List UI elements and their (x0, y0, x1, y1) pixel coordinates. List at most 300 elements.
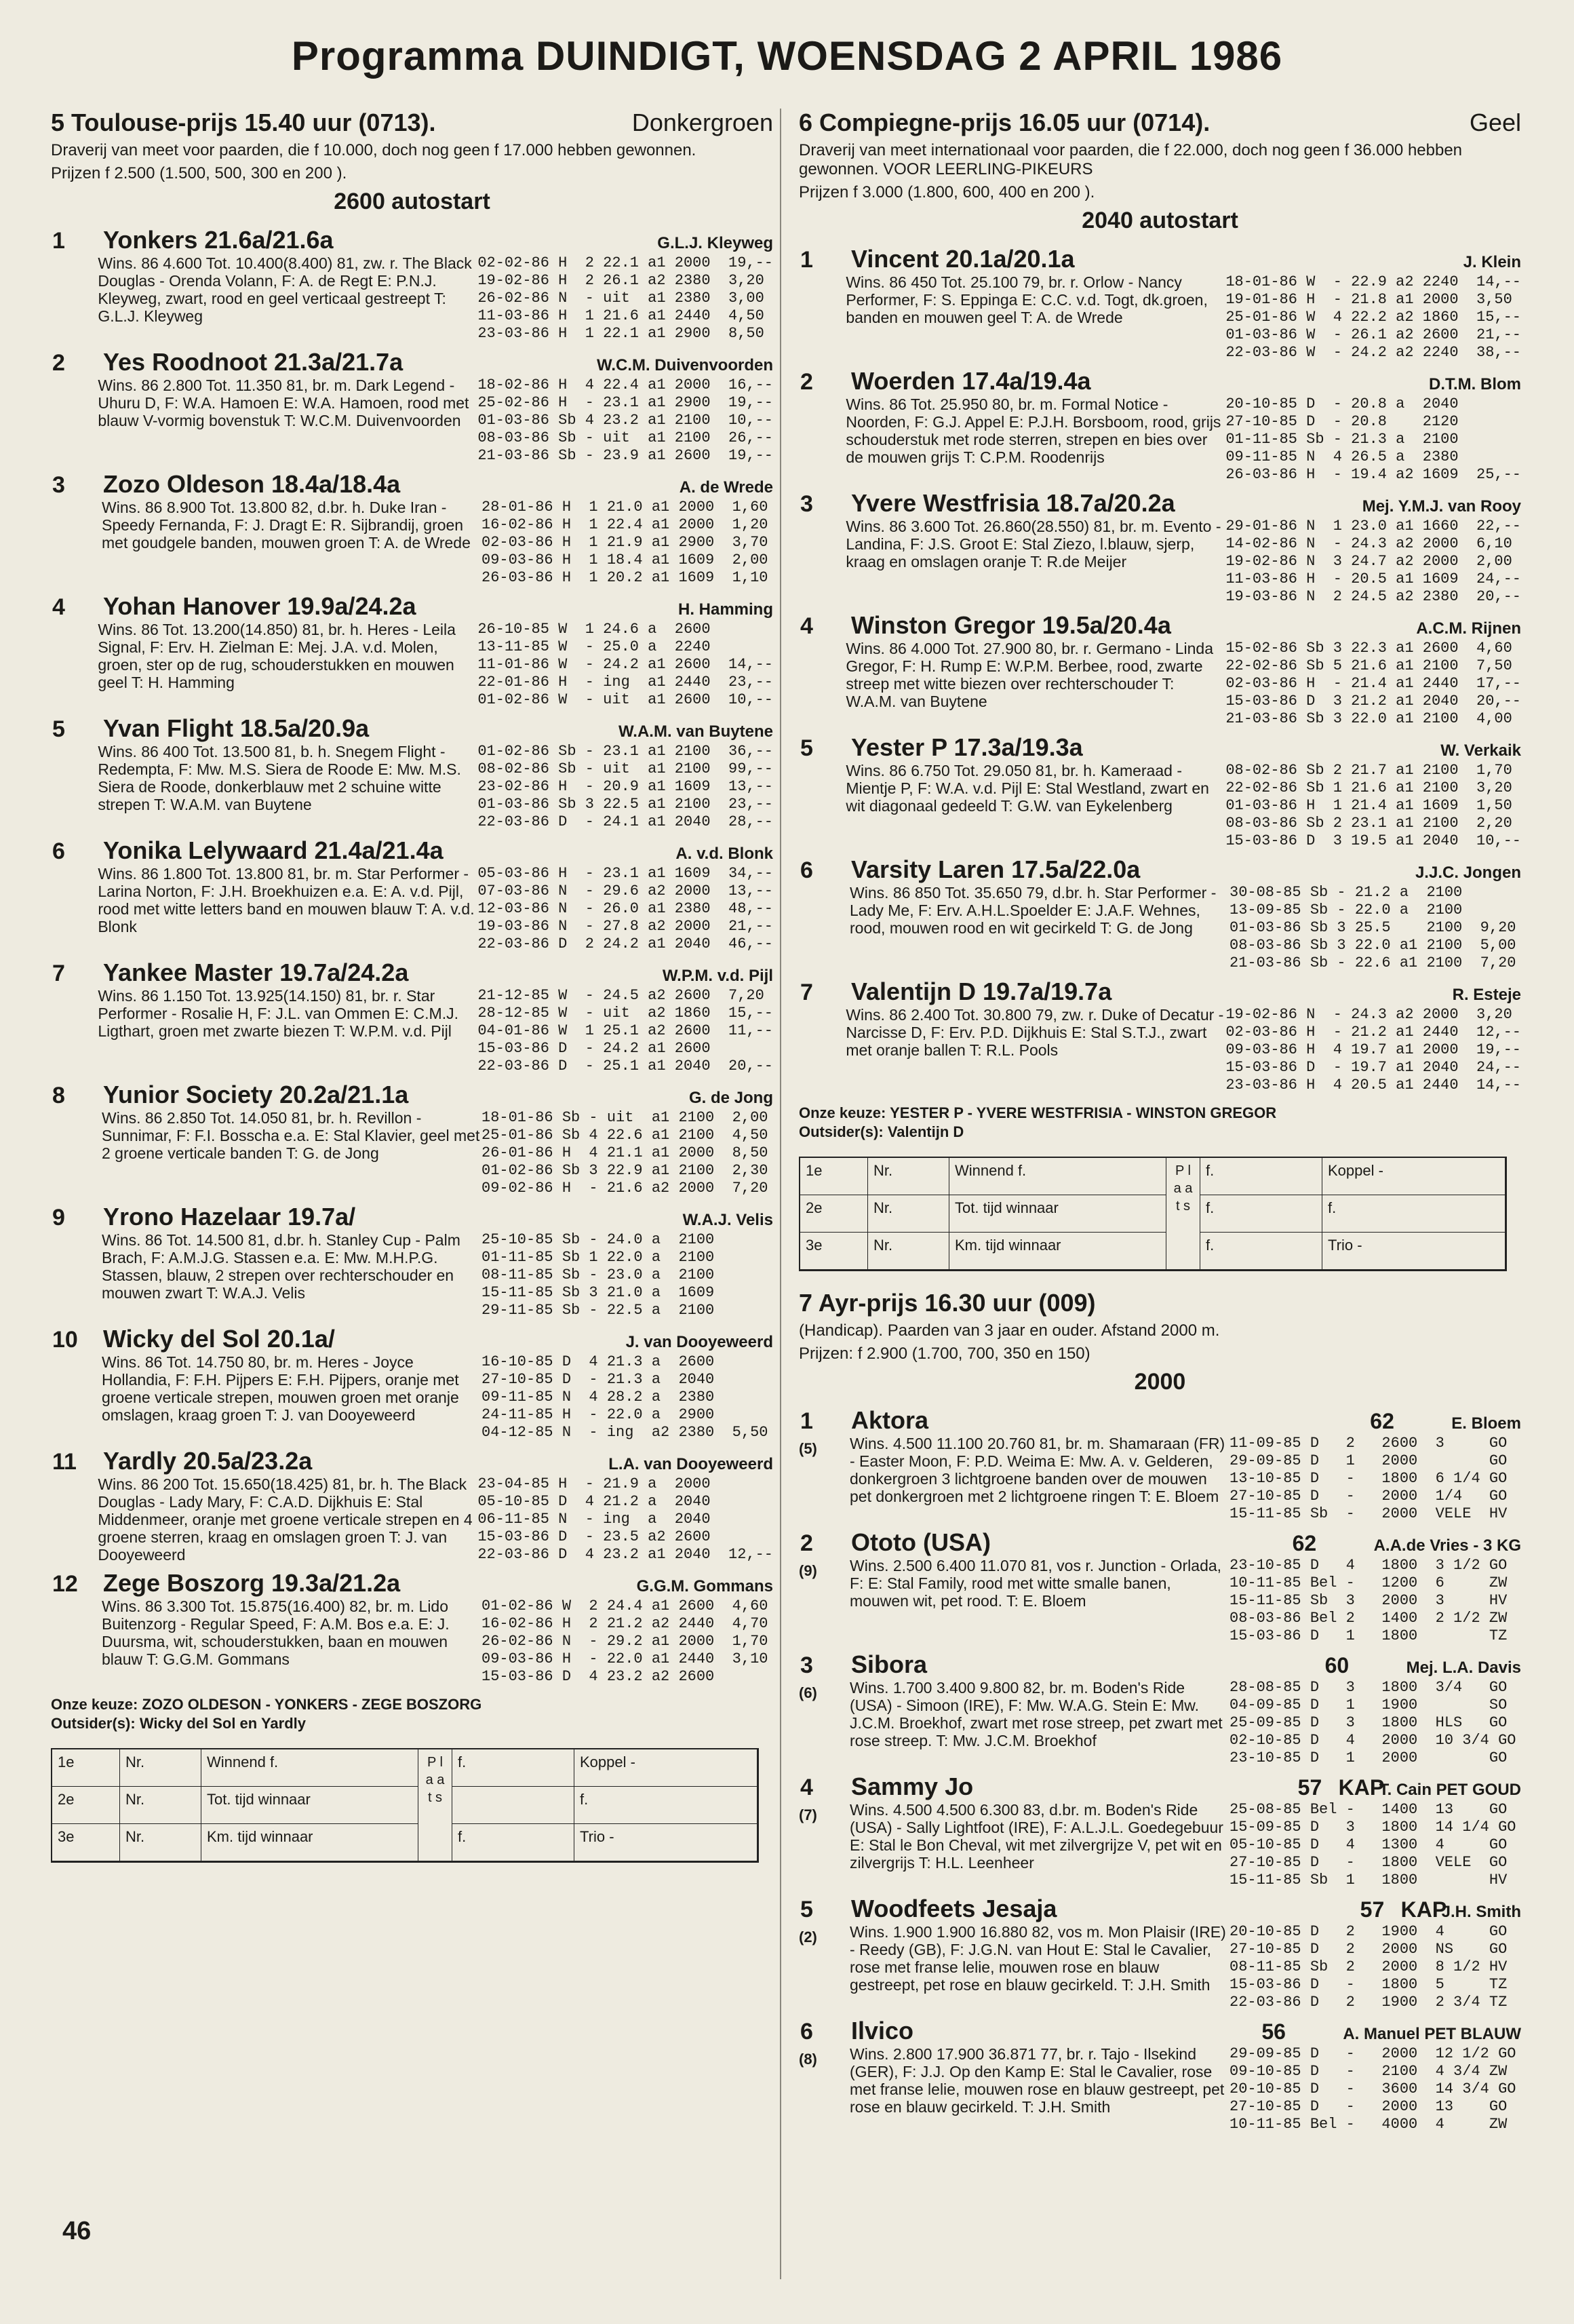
entry-number: 3 (800, 1652, 813, 1678)
result-line: 22-03-86 D 2 1900 2 3/4 TZ (1229, 1994, 1508, 2011)
entry-header (51, 958, 773, 987)
race-entry (51, 1569, 773, 1686)
entry-body (799, 2045, 1521, 2133)
horse-name: Sammy Jo (851, 1773, 974, 1800)
form-results (1229, 1679, 1521, 1767)
entry-list (51, 226, 773, 1686)
race-entry (51, 1447, 773, 1564)
entry-header (799, 1773, 1521, 1801)
result-line: 09-02-86 H - 21.6 a2 2000 7,20 (481, 1180, 768, 1197)
form-results (1225, 395, 1521, 484)
result-line: 01-11-85 Sb 1 22.0 a 2100 (481, 1249, 715, 1266)
result-line: 10-11-85 Bel - 1200 6 ZW (1229, 1574, 1508, 1591)
koppel-dash: - (630, 1754, 635, 1770)
entry-body (51, 865, 773, 953)
driver-name: A. v.d. Blonk (675, 845, 773, 863)
result-line: 01-11-85 Sb - 21.3 a 2100 (1225, 431, 1459, 448)
driver-name: J. Klein (1463, 253, 1521, 271)
entry-header (799, 1528, 1521, 1557)
entry-header (799, 855, 1521, 884)
trio-field[interactable] (574, 1824, 758, 1861)
entry-post (51, 254, 98, 343)
plaats-field[interactable]: f. (452, 1824, 574, 1861)
result-line: 16-10-85 D 4 21.3 a 2600 (481, 1353, 715, 1370)
trio-dash: - (609, 1828, 614, 1845)
horse-weight: 60 (1324, 1653, 1350, 1678)
result-line: 02-03-86 H - 21.4 a1 2440 17,-- (1225, 675, 1521, 692)
entry-header (799, 1406, 1521, 1435)
outsiders-label: Outsider(s): (799, 1123, 884, 1140)
race-7 (799, 1289, 1521, 2133)
entry-number: 5 (52, 716, 65, 742)
result-line: 08-03-86 Sb 3 22.0 a1 2100 5,00 (1229, 937, 1516, 954)
entry-body (51, 1109, 773, 1197)
entry-info: Wins. 86 2.800 Tot. 11.350 81, br. m. Dark Legend - Uhuru D, F: W.A. Hamoen E: W.A. Hamoen, rood met blauw V-vormig bovenstuk T: W.C.M. Duivenvoorden (98, 376, 469, 429)
entry-info: Wins. 86 3.300 Tot. 15.875(16.400) 82, br. m. Lido Buitenzorg - Regular Speed, F: A.M. Bos e.a. E: J. Duursma, wit, schouderstukken, baan en mouwen blauw T: G.G.M. Gommans (102, 1597, 450, 1668)
nr-field[interactable]: Nr. (120, 1787, 201, 1824)
result-line: 19-01-86 H - 21.8 a1 2000 3,50 (1225, 291, 1512, 308)
result-line: 18-02-86 H 4 22.4 a1 2000 16,-- (477, 376, 773, 393)
entry-info: Wins. 86 400 Tot. 13.500 81, b. h. Snegem Flight - Redempta, F: Mw. M.S. Siera de Roode E: Mw. M.S. Siera de Roode, donkerblauw met 2 schuine witte strepen T: W.A.M. van Buytene (98, 743, 461, 813)
form-results (477, 987, 773, 1075)
result-line: 01-02-86 Sb 3 22.9 a1 2100 2,30 (481, 1162, 768, 1179)
entry-body (51, 743, 773, 831)
horse-name: Ilvico (851, 2017, 914, 2045)
result-line: 05-10-85 D 4 1300 4 GO (1229, 1836, 1508, 1853)
driver-name: H. Hamming (677, 600, 773, 619)
koppel-label: Koppel (580, 1754, 627, 1770)
race-distance: 2000 (1134, 1369, 1186, 1395)
entry-info: Wins. 86 Tot. 14.750 80, br. m. Heres - Joyce Hollandia, F: F.H. Pijpers E: F.H. Pijpers, oranje met groene verticale strepen, mouwen groen met oranje omslagen, kraag groen T: J. van Dooyeweerd (102, 1353, 459, 1424)
result-line: 26-02-86 N - uit a1 2380 3,00 (477, 290, 764, 307)
result-line: 21-03-86 Sb 3 22.0 a1 2100 4,00 (1225, 710, 1512, 727)
entry-details (98, 865, 773, 953)
race-entry (799, 2017, 1521, 2133)
result-line: 15-03-86 D - 19.7 a1 2040 24,-- (1225, 1059, 1521, 1076)
result-line: 02-02-86 H 2 22.1 a1 2000 19,-- (477, 254, 773, 271)
entry-info: Wins. 86 1.800 Tot. 13.800 81, br. m. Star Performer - Larina Norton, F: J.H. Broekhuizen e.a. E: A. v.d. Pijl, rood met witte letters band en mouwen blauw T: A. v.d. Blonk (98, 865, 475, 935)
entry-number: 4 (800, 1775, 813, 1800)
koppel-field[interactable] (1322, 1158, 1506, 1195)
result-line: 22-03-86 D - 25.1 a1 2040 20,-- (477, 1058, 773, 1074)
entry-header (799, 733, 1521, 762)
entry-info: Wins. 4.500 11.100 20.760 81, br. m. Shamaraan (FR) - Easter Moon, F: P.D. Weima E: Mw. A. v. Gelderen, donkergroen 3 lichtgroene banden over de mouwen pet donkergroen met 2 lichtgroene ringen T: E. Bloem (850, 1435, 1225, 1505)
race-entry (799, 611, 1521, 728)
entry-details (850, 1435, 1521, 1523)
rank-label: 3e (800, 1233, 868, 1270)
form-results (481, 499, 773, 587)
result-line: 02-03-86 H 1 21.9 a1 2900 3,70 (481, 534, 768, 551)
result-line: 19-03-86 N 2 24.5 a2 2380 20,-- (1225, 588, 1521, 605)
nr-field[interactable]: Nr. (868, 1195, 949, 1233)
result-line: 25-02-86 H - 23.1 a1 2900 19,-- (477, 394, 773, 411)
result-line: 15-09-85 D 3 1800 14 1/4 GO (1229, 1819, 1516, 1836)
horse-weight: 62 (1292, 1531, 1317, 1555)
form-results (477, 865, 773, 953)
driver-name: A.C.M. Rijnen (1416, 619, 1521, 638)
result-line: 15-11-85 Sb 3 21.0 a 1609 (481, 1284, 715, 1301)
prediction-form (799, 1157, 1507, 1271)
plaats-label: P l a a t s (1166, 1158, 1200, 1270)
entry-details (102, 499, 773, 587)
kmtijd-field[interactable]: Km. tijd winnaar (201, 1824, 418, 1861)
horse-weight: 57 (1297, 1775, 1322, 1800)
race-description: (Handicap). Paarden van 3 jaar en ouder. Afstand 2000 m. (799, 1321, 1220, 1340)
entry-details (98, 376, 773, 465)
result-line: 21-03-86 Sb - 22.6 a1 2100 7,20 (1229, 954, 1516, 971)
form-results (481, 1109, 773, 1197)
result-line: 01-03-86 Sb 3 22.5 a1 2100 23,-- (477, 796, 773, 813)
entry-details (102, 1231, 773, 1319)
driver-name: G.G.M. Gommans (636, 1577, 773, 1595)
koppel-field[interactable] (574, 1749, 758, 1787)
result-line: 19-02-86 N - 24.3 a2 2000 3,20 (1225, 1006, 1512, 1023)
result-line: 01-02-86 Sb - 23.1 a1 2100 36,-- (477, 743, 773, 760)
form-results (477, 376, 773, 465)
entry-header (799, 245, 1521, 273)
winnend-field[interactable]: Winnend f. (201, 1749, 418, 1787)
form-results (1225, 273, 1521, 362)
form-results (481, 1231, 773, 1319)
entry-number: 1 (800, 1408, 813, 1434)
rank-label: 2e (52, 1787, 120, 1824)
result-line: 11-01-86 W - 24.2 a1 2600 14,-- (477, 656, 773, 673)
result-line: 12-03-86 N - 26.0 a1 2380 48,-- (477, 900, 773, 917)
form-results (477, 254, 773, 343)
result-line: 22-03-86 W - 24.2 a2 2240 38,-- (1225, 344, 1521, 361)
race-6-7-column (799, 102, 1521, 2133)
entry-number: 10 (52, 1327, 78, 1353)
entry-post (799, 640, 846, 728)
form-results (477, 743, 773, 831)
race-entry (799, 367, 1521, 484)
plaats-field[interactable]: f. (1200, 1195, 1322, 1233)
entry-post (799, 762, 846, 850)
winnend-field[interactable]: Winnend f. (949, 1158, 1166, 1195)
result-line: 25-08-85 Bel - 1400 13 GO (1229, 1801, 1508, 1818)
plaats-field[interactable]: f. (452, 1749, 574, 1787)
entry-body (799, 1435, 1521, 1523)
entry-info: Wins. 86 200 Tot. 15.650(18.425) 81, br. h. The Black Douglas - Lady Mary, F: C.A.D. Dijkhuis E: Stal Middenmeer, oranje met groene verticale strepen en 4 groene sterren, kraag en omslagen groen T: J. van Dooyeweerd (98, 1475, 473, 1564)
result-line: 13-10-85 D - 1800 6 1/4 GO (1229, 1470, 1508, 1487)
entry-info: Wins. 1.900 1.900 16.880 82, vos m. Mon Plaisir (IRE) - Reedy (GB), F: J.G.N. van Hout E: Stal le Cavalier, rose met franse lelie, mouwen rose en blauw gestreept, pet rose en blauw gecirkeld. T: J.H. Smith (850, 1923, 1226, 1994)
entry-info: Wins. 4.500 4.500 6.300 83, d.br. m. Boden's Ride (USA) - Sally Lightfoot (IRE), F: A.L.J.L. Goedegebuur E: Stal le Bon Cheval, wit met zilvergrijze V, pet wit en zilvergrijs T: H.L. Leenheer (850, 1801, 1223, 1872)
driver-name: Mej. L.A. Davis (1406, 1659, 1521, 1677)
result-line: 23-04-85 H - 21.9 a 2000 (477, 1475, 711, 1492)
entry-body (51, 987, 773, 1075)
entry-number: 12 (52, 1571, 78, 1597)
our-choice-label: Onze keuze: (799, 1104, 886, 1121)
entry-post: (2) (799, 1929, 817, 1945)
race-title: 5 Toulouse-prijs 15.40 uur (0713). (51, 109, 436, 136)
nr-field[interactable]: Nr. (120, 1824, 201, 1861)
result-line: 13-09-85 Sb - 22.0 a 2100 (1229, 902, 1463, 918)
plaats-field[interactable]: f. (1200, 1233, 1322, 1270)
tottijd-field[interactable]: Tot. tijd winnaar (201, 1787, 418, 1824)
result-line: 19-03-86 N - 27.8 a2 2000 21,-- (477, 918, 773, 935)
entry-header (799, 367, 1521, 395)
race-entry (799, 1895, 1521, 2011)
entry-body (799, 640, 1521, 728)
result-line: 20-10-85 D 2 1900 4 GO (1229, 1923, 1508, 1940)
driver-name: R. Esteje (1452, 986, 1521, 1004)
plaats-field[interactable]: f. (1200, 1158, 1322, 1195)
result-line: 29-09-85 D 1 2000 GO (1229, 1452, 1508, 1469)
entry-number: 7 (52, 961, 65, 986)
entry-body (51, 254, 773, 343)
our-choice-value: ZOZO OLDESON - YONKERS - ZEGE BOSZORG (142, 1696, 482, 1713)
form-results (481, 1597, 773, 1686)
driver-name: W.P.M. v.d. Pijl (662, 967, 773, 985)
entry-post: (8) (799, 2051, 817, 2068)
race-entry (51, 1325, 773, 1441)
page-title: Programma DUINDIGT, WOENSDAG 2 APRIL 1986 (291, 33, 1283, 79)
form-results (1229, 1923, 1521, 2011)
koppel-f-field[interactable]: f. (574, 1787, 758, 1824)
result-line: 01-02-86 W - uit a1 2600 10,-- (477, 691, 773, 708)
driver-name: A.A.de Vries - 3 KG (1373, 1536, 1521, 1555)
result-line: 26-10-85 W 1 24.6 a 2600 (477, 621, 711, 638)
horse-weight: 62 (1370, 1409, 1394, 1433)
driver-name: J.J.C. Jongen (1415, 864, 1521, 882)
entry-body (799, 1801, 1521, 1889)
result-line: 11-09-85 D 2 2600 3 GO (1229, 1435, 1508, 1452)
form-results (1229, 1801, 1521, 1889)
race-distance: 2600 autostart (334, 189, 490, 214)
entry-body (51, 376, 773, 465)
form-results (1225, 518, 1521, 606)
result-line: 07-03-86 N - 29.6 a2 2000 13,-- (477, 883, 773, 899)
column-divider (780, 109, 781, 2279)
horse-name: Woodfeets Jesaja (851, 1895, 1057, 1922)
result-line: 28-12-85 W - uit a2 1860 15,-- (477, 1005, 773, 1022)
form-results (1229, 884, 1521, 972)
result-line: 27-10-85 D - 2000 13 GO (1229, 2098, 1508, 2115)
entry-info: Wins. 86 2.850 Tot. 14.050 81, br. h. Revillon - Sunnimar, F: F.I. Bosscha e.a. E: Stal Klavier, geel met 2 groene verticale banden T: G. de Jong (102, 1109, 480, 1162)
entry-header (51, 1081, 773, 1109)
koppel-f-field[interactable]: f. (1322, 1195, 1506, 1233)
entry-post: (6) (799, 1684, 817, 1701)
driver-name: W.A.M. van Buytene (618, 722, 773, 741)
form-results (1225, 640, 1521, 728)
entry-post (51, 1597, 102, 1686)
entry-details (850, 884, 1521, 972)
result-line: 10-11-85 Bel - 4000 4 ZW (1229, 2116, 1508, 2133)
entry-info: Wins. 86 4.000 Tot. 27.900 80, br. r. Germano - Linda Gregor, F: H. Rump E: W.P.M. Berbee, rood, zwarte streep met witte biezen over rechterschouder T: W.A.M. van Buytene (846, 640, 1214, 710)
entry-details (846, 518, 1521, 606)
result-line: 15-03-86 D - 24.2 a1 2600 (477, 1040, 711, 1057)
result-line: 21-03-86 Sb - 23.9 a1 2600 19,-- (477, 447, 773, 464)
entry-details (846, 640, 1521, 728)
result-line: 04-09-85 D 1 1900 SO (1229, 1697, 1508, 1713)
entry-number: 3 (52, 472, 65, 498)
entry-header (51, 470, 773, 499)
entry-header (799, 977, 1521, 1006)
result-line: 15-11-85 Sb 1 1800 HV (1229, 1872, 1508, 1889)
entry-post (799, 395, 846, 484)
entry-number: 9 (52, 1205, 65, 1231)
prediction-form (51, 1748, 759, 1863)
rank-label: 2e (800, 1195, 868, 1233)
form-results (1225, 1006, 1521, 1094)
horse-name: Yester P 17.3a/19.3a (851, 733, 1083, 761)
entry-body (799, 518, 1521, 606)
race-header (51, 109, 773, 137)
result-line: 20-10-85 D - 20.8 a 2040 (1225, 395, 1459, 412)
entry-info: Wins. 86 1.150 Tot. 13.925(14.150) 81, br. r. Star Performer - Rosalie H, F: J.L. van Ommen E: C.M.J. Ligthart, groen met zwarte biezen T: W.P.M. v.d. Pijl (98, 987, 459, 1040)
entry-details (846, 762, 1521, 850)
result-line: 23-03-86 H 1 22.1 a1 2900 8,50 (477, 325, 764, 342)
result-line: 04-12-85 N - ing a2 2380 5,50 (481, 1424, 768, 1441)
trio-label: Trio (580, 1828, 606, 1845)
form-results (1229, 2045, 1521, 2133)
result-line: 19-02-86 N 3 24.7 a2 2000 2,00 (1225, 553, 1512, 570)
horse-name: Wicky del Sol 20.1a/ (103, 1325, 335, 1353)
horse-name: Zozo Oldeson 18.4a/18.4a (103, 470, 401, 498)
race-entry (51, 470, 773, 587)
result-line: 08-03-86 Sb 2 23.1 a1 2100 2,20 (1225, 815, 1512, 832)
race-entry (51, 592, 773, 709)
race-entry (51, 348, 773, 465)
our-choice (51, 1695, 773, 1714)
result-line: 14-02-86 N - 24.3 a2 2000 6,10 (1225, 535, 1512, 552)
result-line: 09-10-85 D - 2100 4 3/4 ZW (1229, 2063, 1508, 2080)
entry-details (846, 273, 1521, 362)
entry-list (799, 245, 1521, 1094)
entry-body (799, 273, 1521, 362)
driver-name: W.C.M. Duivenvoorden (596, 356, 773, 374)
entry-body (51, 499, 773, 587)
rank-label: 3e (52, 1824, 120, 1861)
form-results (481, 1353, 773, 1441)
nr-field[interactable]: Nr. (868, 1158, 949, 1195)
entry-info: Wins. 86 8.900 Tot. 13.800 82, d.br. h. Duke Iran - Speedy Fernanda, F: J. Dragt E: R. Sijbrandij, groen met goudgele banden, mouwen groen T: A. de Wrede (102, 499, 471, 551)
result-line: 09-03-86 H 1 18.4 a1 1609 2,00 (481, 551, 768, 568)
rank-label: 1e (800, 1158, 868, 1195)
result-line: 25-01-86 W 4 22.2 a2 1860 15,-- (1225, 309, 1521, 326)
form-results (1229, 1557, 1521, 1645)
nr-field[interactable]: Nr. (868, 1233, 949, 1270)
entry-body (51, 1231, 773, 1319)
result-line: 22-02-86 Sb 1 21.6 a1 2100 3,20 (1225, 779, 1512, 796)
form-results (1225, 762, 1521, 850)
driver-name: L.A. van Dooyeweerd (608, 1455, 773, 1473)
entry-details (98, 1475, 773, 1564)
entry-body (799, 1679, 1521, 1767)
result-line: 24-11-85 H - 22.0 a 2900 (481, 1406, 715, 1423)
tottijd-field[interactable]: Tot. tijd winnaar (949, 1195, 1166, 1233)
horse-name: Yvere Westfrisia 18.7a/20.2a (851, 489, 1175, 517)
plaats-field[interactable] (452, 1787, 574, 1824)
result-line: 25-01-86 Sb 4 22.6 a1 2100 4,50 (481, 1127, 768, 1144)
entry-header (51, 836, 773, 865)
horse-name: Yvan Flight 18.5a/20.9a (103, 714, 370, 742)
result-line: 30-08-85 Sb - 21.2 a 2100 (1229, 884, 1463, 901)
result-line: 05-03-86 H - 23.1 a1 1609 34,-- (477, 865, 773, 882)
horse-name: Sibora (851, 1650, 928, 1678)
form-results (477, 1475, 773, 1564)
result-line: 15-02-86 Sb 3 22.3 a1 2600 4,60 (1225, 640, 1512, 657)
horse-name: Varsity Laren 17.5a/22.0a (851, 855, 1141, 883)
race-entry (51, 1081, 773, 1197)
horse-extra: KAP (1338, 1775, 1385, 1800)
entry-info: Wins. 86 Tot. 25.950 80, br. m. Formal Notice - Noorden, F: G.J. Appel E: P.J.H. Borsboom, rood, grijs schouderstuk met rode sterren, strepen en bies over de mouwen grijs T: C.P.M. Roodenrijs (846, 395, 1221, 466)
entry-info: Wins. 86 3.600 Tot. 26.860(28.550) 81, br. m. Evento - Landina, F: J.S. Groot E: Stal Ziezo, l.blauw, sjerp, kraag en omslagen oranje T: R.de Meijer (846, 518, 1221, 570)
entry-number: 1 (52, 228, 65, 254)
driver-name: W. Verkaik (1440, 741, 1521, 760)
result-line: 01-03-86 Sb 4 23.2 a1 2100 10,-- (477, 412, 773, 429)
entry-header (799, 1895, 1521, 1923)
horse-name: Valentijn D 19.7a/19.7a (851, 977, 1112, 1005)
driver-name: A. Manuel PET BLAUW (1343, 2025, 1521, 2043)
nr-field[interactable]: Nr. (120, 1749, 201, 1787)
entry-body (799, 762, 1521, 850)
entry-number: 5 (800, 735, 813, 761)
entry-header (51, 714, 773, 743)
entry-info: Wins. 86 Tot. 14.500 81, d.br. h. Stanley Cup - Palm Brach, F: A.M.J.G. Stassen e.a. E: Mw. M.H.P.G. Stassen, blauw, 2 strepen over rechterschouder en mouwen zwart T: W.A.J. Velis (102, 1231, 460, 1302)
horse-name: Aktora (851, 1406, 929, 1434)
entry-header (51, 1325, 773, 1353)
entry-details (850, 2045, 1521, 2133)
horse-name: Yardly 20.5a/23.2a (103, 1447, 313, 1475)
result-line: 27-10-85 D - 20.8 2120 (1225, 413, 1459, 430)
horse-extra: KAP (1400, 1897, 1447, 1922)
entry-number: 2 (800, 1530, 813, 1556)
entry-body (51, 1475, 773, 1564)
horse-name: Yonkers 21.6a/21.6a (103, 226, 334, 254)
race-distance: 2040 autostart (1082, 208, 1238, 233)
result-line: 15-03-86 D 3 19.5 a1 2040 10,-- (1225, 832, 1521, 849)
horse-name: Yankee Master 19.7a/24.2a (103, 958, 409, 986)
entry-details (98, 743, 773, 831)
entry-number: 5 (800, 1897, 813, 1922)
form-results (477, 621, 773, 709)
race-prizes: Prijzen f 3.000 (1.800, 600, 400 en 200 ). (799, 183, 1095, 201)
entry-header (51, 1203, 773, 1231)
result-line: 25-10-85 Sb - 24.0 a 2100 (481, 1231, 715, 1248)
result-line: 04-01-86 W 1 25.1 a2 2600 11,-- (477, 1022, 773, 1039)
entry-post (51, 1475, 98, 1564)
result-line: 27-10-85 D 2 2000 NS GO (1229, 1941, 1508, 1958)
result-line: 22-02-86 Sb 5 21.6 a1 2100 7,50 (1225, 657, 1512, 674)
result-line: 22-03-86 D - 24.1 a1 2040 28,-- (477, 813, 773, 830)
koppel-label: Koppel (1328, 1162, 1375, 1179)
entry-post (799, 1006, 846, 1094)
driver-name: E. Bloem (1451, 1414, 1521, 1433)
entry-header (799, 2017, 1521, 2045)
result-line: 23-10-85 D 1 2000 GO (1229, 1749, 1508, 1766)
form-results (1229, 1435, 1521, 1523)
result-line: 15-03-86 D 4 23.2 a2 2600 (481, 1668, 715, 1685)
entry-number: 2 (800, 369, 813, 395)
result-line: 02-03-86 H - 21.2 a1 2440 12,-- (1225, 1024, 1521, 1041)
entry-header (799, 1650, 1521, 1679)
trio-field[interactable] (1322, 1233, 1506, 1270)
horse-name: Yrono Hazelaar 19.7a/ (103, 1203, 356, 1231)
entry-number: 11 (52, 1449, 77, 1475)
driver-name: A. de Wrede (679, 478, 773, 497)
horse-weight: 56 (1261, 2019, 1286, 2044)
race-entry (799, 1773, 1521, 1889)
horse-weight: 57 (1360, 1897, 1385, 1922)
entry-header (51, 592, 773, 621)
trio-dash: - (1357, 1237, 1362, 1254)
race-5-column (51, 102, 773, 1863)
page-number: 46 (62, 2217, 92, 2245)
kmtijd-field[interactable]: Km. tijd winnaar (949, 1233, 1166, 1270)
result-line: 08-02-86 Sb 2 21.7 a1 2100 1,70 (1225, 762, 1512, 779)
horse-name: Zege Boszorg 19.3a/21.2a (103, 1569, 401, 1597)
